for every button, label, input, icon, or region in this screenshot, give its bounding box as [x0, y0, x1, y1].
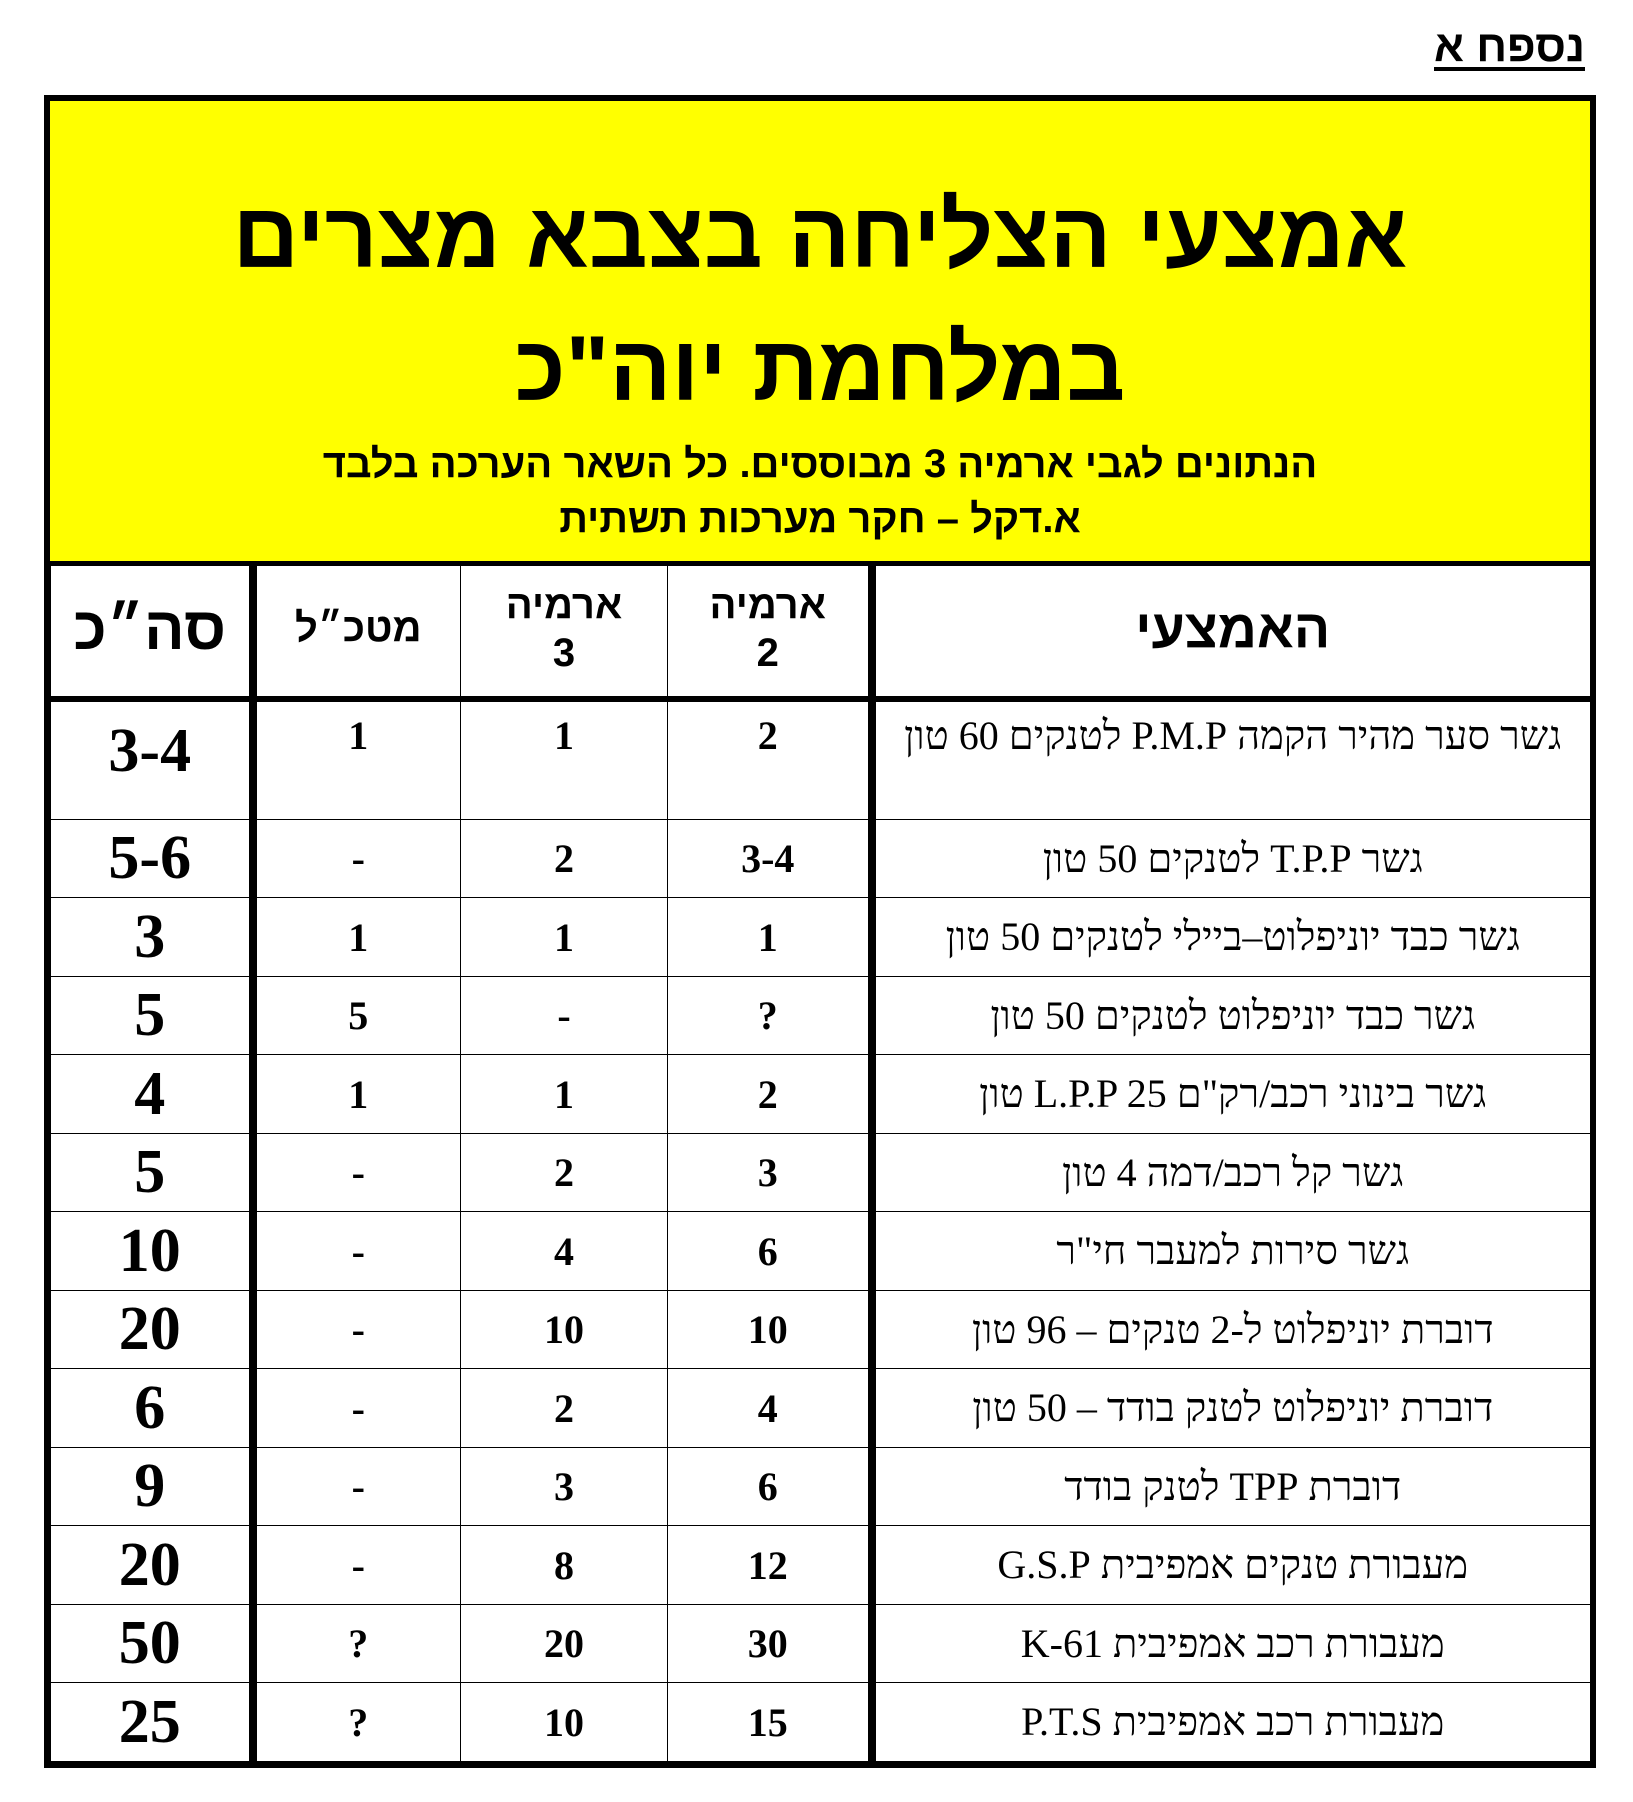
cell-army-3: 20 [461, 1604, 668, 1683]
cell-army-2: 4 [668, 1369, 872, 1448]
header-army-3 [461, 562, 668, 699]
subtitle-line-2: א.דקל – חקר מערכות תשתית [559, 497, 1081, 541]
cell-army-3: 10 [461, 1290, 668, 1369]
cell-item: גשר כבד יוניפלוט לטנקים 50 טון [872, 976, 1591, 1055]
cell-army-2: 12 [668, 1526, 872, 1605]
cell-total: 6 [51, 1369, 253, 1448]
cell-total: 5-6 [51, 819, 253, 898]
header-item: האמצעי [872, 562, 1591, 699]
cell-item: דוברת יוניפלוט לטנק בודד – 50 טון [872, 1369, 1591, 1448]
document-frame [44, 95, 1596, 1768]
cell-army-2: ? [668, 976, 872, 1055]
appendix-label: נספח א [1434, 22, 1585, 71]
cell-army-3: 2 [461, 1133, 668, 1212]
cell-army-2: 6 [668, 1212, 872, 1291]
header-army-2-line-1: ארמיה [709, 582, 826, 627]
cell-item: גשר כבד יוניפלוט–ביילי לטנקים 50 טון [872, 898, 1591, 977]
table-row [51, 1055, 1591, 1134]
table-body [51, 699, 1591, 1762]
cell-item: מעבורת טנקים אמפיבית G.S.P [872, 1526, 1591, 1605]
cell-army-3: 10 [461, 1683, 668, 1762]
table-row [51, 1212, 1591, 1291]
cell-total: 10 [51, 1212, 253, 1291]
title-banner [50, 101, 1590, 566]
cell-mtkl: - [253, 819, 461, 898]
cell-mtkl: 1 [253, 898, 461, 977]
cell-item: דוברת TPP לטנק בודד [872, 1447, 1591, 1526]
cell-total: 20 [51, 1290, 253, 1369]
cell-total: 25 [51, 1683, 253, 1762]
table-row [51, 1290, 1591, 1369]
cell-item: דוברת יוניפלוט ל-2 טנקים – 96 טון [872, 1290, 1591, 1369]
table-row [51, 976, 1591, 1055]
cell-army-2: 10 [668, 1290, 872, 1369]
cell-total: 20 [51, 1526, 253, 1605]
cell-army-2: 3 [668, 1133, 872, 1212]
cell-mtkl: - [253, 1290, 461, 1369]
cell-mtkl: 1 [253, 1055, 461, 1134]
cell-item: גשר T.P.P לטנקים 50 טון [872, 819, 1591, 898]
cell-army-3: 8 [461, 1526, 668, 1605]
cell-mtkl: - [253, 1526, 461, 1605]
cell-item: מעבורת רכב אמפיבית K-61 [872, 1604, 1591, 1683]
title-line-2: במלחמת יוה"כ [514, 318, 1126, 420]
cell-item: גשר סער מהיר הקמה P.M.P לטנקים 60 טון [872, 699, 1591, 820]
table-row [51, 1604, 1591, 1683]
table-row [51, 1133, 1591, 1212]
cell-item: מעבורת רכב אמפיבית P.T.S [872, 1683, 1591, 1762]
subtitle-line-1: הנתונים לגבי ארמיה 3 מבוססים. כל השאר הערכה בלבד [322, 442, 1318, 486]
cell-total: 5 [51, 976, 253, 1055]
cell-army-3: 2 [461, 1369, 668, 1448]
cell-army-3: 4 [461, 1212, 668, 1291]
equipment-table [50, 561, 1591, 1762]
cell-army-2: 2 [668, 699, 872, 820]
header-total: סה״כ [51, 562, 253, 699]
cell-total: 9 [51, 1447, 253, 1526]
table-row [51, 898, 1591, 977]
header-army-2 [668, 562, 872, 699]
table-row [51, 1683, 1591, 1762]
cell-mtkl: ? [253, 1683, 461, 1762]
cell-item: גשר סירות למעבר חי"ר [872, 1212, 1591, 1291]
title-line-1: אמצעי הצליחה בצבא מצרים [232, 185, 1408, 287]
cell-total: 5 [51, 1133, 253, 1212]
cell-mtkl: - [253, 1369, 461, 1448]
header-army-2-line-2: 2 [756, 630, 779, 675]
cell-army-3: - [461, 976, 668, 1055]
cell-total: 3-4 [51, 699, 253, 820]
cell-mtkl: - [253, 1212, 461, 1291]
header-army-3-line-2: 3 [552, 630, 576, 675]
cell-mtkl: - [253, 1133, 461, 1212]
cell-army-2: 2 [668, 1055, 872, 1134]
cell-army-2: 30 [668, 1604, 872, 1683]
cell-mtkl: ? [253, 1604, 461, 1683]
header-row [51, 562, 1591, 699]
cell-total: 3 [51, 898, 253, 977]
cell-army-2: 6 [668, 1447, 872, 1526]
cell-item: גשר קל רכב/דמה 4 טון [872, 1133, 1591, 1212]
cell-total: 50 [51, 1604, 253, 1683]
table-row [51, 1369, 1591, 1448]
cell-army-3: 2 [461, 819, 668, 898]
cell-army-2: 1 [668, 898, 872, 977]
table-row [51, 699, 1591, 820]
header-army-3-line-1: ארמיה [505, 582, 623, 627]
header-mtkl: מטכ״ל [253, 562, 461, 699]
cell-army-3: 1 [461, 898, 668, 977]
cell-army-3: 1 [461, 699, 668, 820]
cell-total: 4 [51, 1055, 253, 1134]
cell-army-2: 3-4 [668, 819, 872, 898]
cell-army-3: 3 [461, 1447, 668, 1526]
cell-item: גשר בינוני רכב/רק"ם L.P.P 25 טון [872, 1055, 1591, 1134]
table-row [51, 1526, 1591, 1605]
table-row [51, 819, 1591, 898]
cell-mtkl: 1 [253, 699, 461, 820]
cell-army-2: 15 [668, 1683, 872, 1762]
table-row [51, 1447, 1591, 1526]
cell-army-3: 1 [461, 1055, 668, 1134]
cell-mtkl: - [253, 1447, 461, 1526]
cell-mtkl: 5 [253, 976, 461, 1055]
